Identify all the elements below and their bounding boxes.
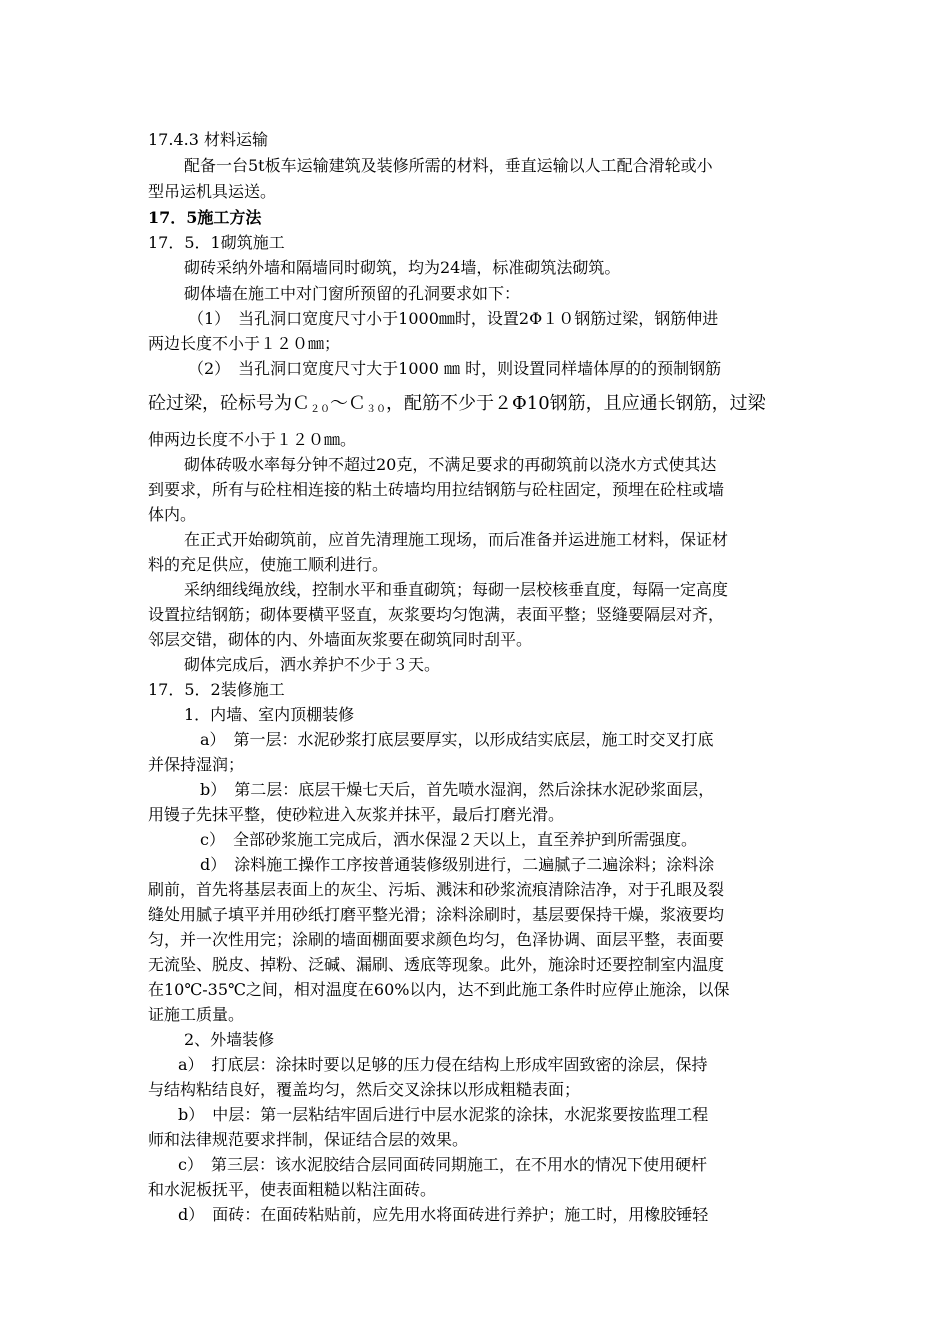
list-item-a-line: 并保持湿润； [148, 755, 245, 774]
paragraph-line: 采纳细线绳放线，控制水平和垂直砌筑；每砌一层校核垂直度，每隔一定高度 [184, 580, 729, 599]
paragraph-line: 到要求，所有与砼柱相连接的粘土砖墙均用拉结钢筋与砼柱固定，预埋在砼柱或墙 [148, 480, 725, 499]
list-item-b-line: 师和法律规范要求拌制，保证结合层的效果。 [148, 1130, 469, 1149]
heading-17-5-2: 17．5．2装修施工 [148, 680, 285, 699]
heading-17-5: 17．5施工方法 [148, 208, 262, 227]
paragraph-line: 体内。 [148, 505, 197, 524]
paragraph-line: 砌体完成后，洒水养护不少于３天。 [184, 655, 441, 674]
list-item-d-line: 无流坠、脱皮、掉粉、泛碱、漏刷、透底等现象。此外，施涂时还要控制室内温度 [148, 955, 725, 974]
subscript: ２０ [310, 404, 330, 415]
list-item-2-line: 伸两边长度不小于１２０㎜。 [148, 430, 357, 449]
list-item-2-line [148, 394, 766, 420]
list-item-d-line: 匀，并一次性用完；涂刷的墙面棚面要求颜色均匀，色泽协调、面层平整，表面要 [148, 930, 725, 949]
paragraph-line: 设置拉结钢筋；砌体要横平竖直，灰浆要均匀饱满，表面平整；竖缝要隔层对齐， [148, 605, 725, 624]
list-item-c-line: 和水泥板抚平，使表面粗糙以粘注面砖。 [148, 1180, 437, 1199]
subscript: ３０ [366, 404, 386, 415]
list-item-d-line: 在10℃-35℃之间，相对温度在60%以内，达不到此施工条件时应停止施涂，以保 [148, 980, 730, 999]
heading-17-4-3: 17.4.3 材料运输 [148, 130, 268, 149]
list-item-a-line: 与结构粘结良好，覆盖均匀，然后交叉涂抹以形成粗糙表面； [148, 1080, 581, 1099]
list-item-d-line: d） 涂料施工操作工序按普通装修级别进行，二遍腻子二遍涂料；涂料涂 [200, 855, 715, 874]
paragraph-line: 料的充足供应，使施工顺利进行。 [148, 555, 389, 574]
text-run: ，配筋不少于２Φ10钢筋，且应通长钢筋，过梁 [386, 393, 766, 414]
subheading-outer: 2、外墙装修 [184, 1030, 275, 1049]
paragraph-line: 型吊运机具运送。 [148, 182, 277, 201]
list-item-c-line: c） 全部砂浆施工完成后，洒水保湿２天以上，直至养护到所需强度。 [200, 830, 697, 849]
list-item-a-line: a） 第一层：水泥砂浆打底层要厚实，以形成结实底层，施工时交叉打底 [200, 730, 714, 749]
list-item-b-line: b） 第二层：底层干燥七天后，首先喷水湿润，然后涂抹水泥砂浆面层， [200, 780, 715, 799]
paragraph-line: 砌体砖吸水率每分钟不超过20克，不满足要求的再砌筑前以浇水方式使其达 [184, 455, 717, 474]
list-item-d-line: d） 面砖：在面砖粘贴前，应先用水将面砖进行养护；施工时，用橡胶锤轻 [178, 1205, 709, 1224]
paragraph-line: 邻层交错，砌体的内、外墙面灰浆要在砌筑同时刮平。 [148, 630, 533, 649]
list-item-b-line: b） 中层：第一层粘结牢固后进行中层水泥浆的涂抹，水泥浆要按监理工程 [178, 1105, 709, 1124]
list-item-2-line: （2） 当孔洞口宽度尺寸大于1000 ㎜ 时，则设置同样墙体厚的的预制钢筋 [188, 359, 722, 378]
paragraph-line: 在正式开始砌筑前，应首先清理施工现场，而后准备并运进施工材料，保证材 [184, 530, 729, 549]
paragraph-line: 砌砖采纳外墙和隔墙同时砌筑，均为24墙，标准砌筑法砌筑。 [184, 258, 621, 277]
text-run: ～Ｃ [330, 393, 366, 414]
list-item-1-line: （1） 当孔洞口宽度尺寸小于1000㎜时，设置2Φ１０钢筋过梁，钢筋伸进 [188, 309, 719, 328]
list-item-d-line: 缝处用腻子填平并用砂纸打磨平整光滑；涂料涂刷时，基层要保持干燥，浆液要均 [148, 905, 725, 924]
heading-17-5-1: 17．5．1砌筑施工 [148, 233, 285, 252]
list-item-c-line: c） 第三层：该水泥胶结合层同面砖同期施工，在不用水的情况下使用硬杆 [178, 1155, 707, 1174]
text-run: 砼过梁，砼标号为Ｃ [148, 393, 310, 414]
paragraph-line: 配备一台5t板车运输建筑及装修所需的材料，垂直运输以人工配合滑轮或小 [184, 156, 713, 175]
paragraph-line: 砌体墙在施工中对门窗所预留的孔洞要求如下： [184, 284, 521, 303]
list-item-b-line: 用镘子先抹平整，使砂粒进入灰浆并抹平，最后打磨光滑。 [148, 805, 565, 824]
list-item-1-line: 两边长度不小于１２０㎜； [148, 334, 341, 353]
list-item-a-line: a） 打底层：涂抹时要以足够的压力侵在结构上形成牢固致密的涂层，保持 [178, 1055, 708, 1074]
list-item-d-line: 证施工质量。 [148, 1005, 245, 1024]
subheading-inner: 1．内墙、室内顶棚装修 [184, 705, 355, 724]
list-item-d-line: 刷前，首先将基层表面上的灰尘、污垢、溅沫和砂浆流痕清除洁净，对于孔眼及裂 [148, 880, 725, 899]
